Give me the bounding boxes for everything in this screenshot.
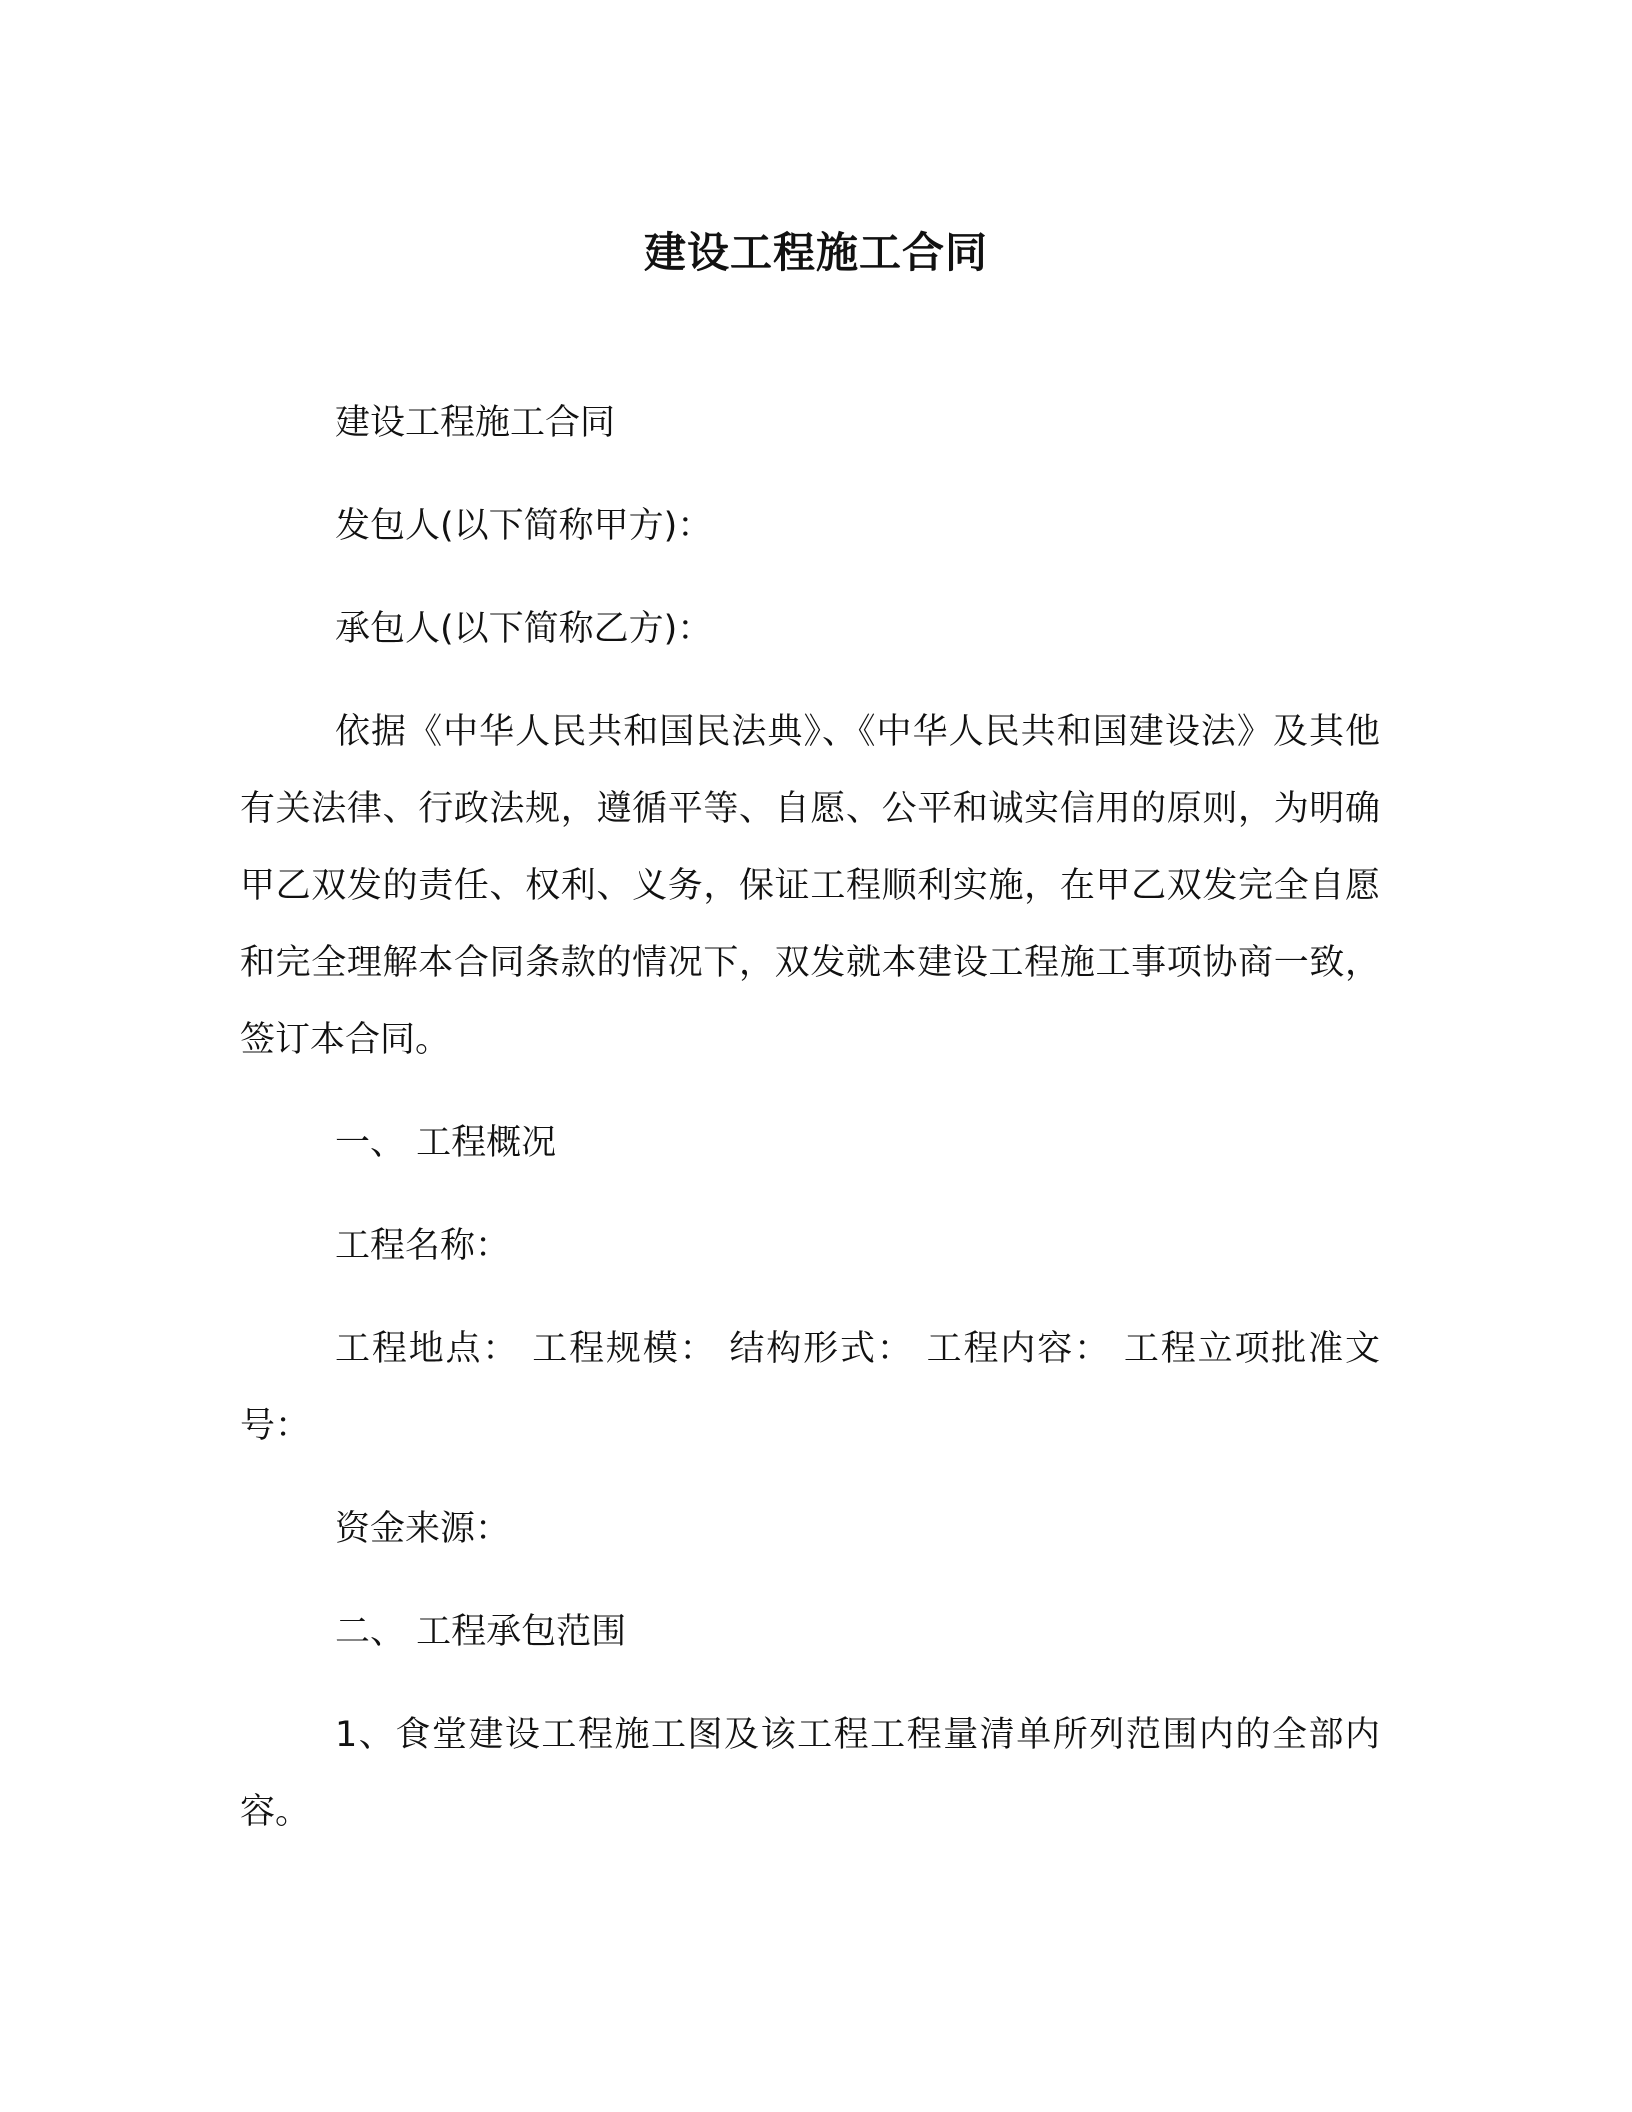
section-heading-project-overview: 一、 工程概况: [335, 1123, 557, 1163]
party-a-line: 发包人(以下简称甲方)：: [335, 506, 713, 546]
party-b-line: 承包人(以下简称乙方)：: [335, 609, 713, 649]
document-title: 建设工程施工合同: [643, 228, 988, 277]
document-body: [240, 385, 1380, 1877]
preamble-paragraph: 依据《中华人民共和国民法典》、《中华人民共和国建设法》及其他有关法律、行政法规，遵循平等、自愿、公平和诚实信用的原则，为明确甲乙双发的责任、权利、义务，保证工程顺利实施，在甲乙双发完全自愿和完全理解本合同条款的情况下，双发就本建设工程施工事项协商一致，签订本合同。: [240, 712, 1380, 1060]
scope-item-1: 1、食堂建设工程施工图及该工程工程量清单所列范围内的全部内容。: [240, 1715, 1380, 1832]
section-heading-scope: 二、 工程承包范围: [335, 1612, 627, 1652]
project-details-line: 工程地点： 工程规模： 结构形式： 工程内容： 工程立项批准文号：: [240, 1329, 1380, 1446]
funding-source-line: 资金来源：: [335, 1509, 511, 1549]
contract-subtitle: 建设工程施工合同: [335, 403, 616, 443]
project-name-line: 工程名称：: [335, 1226, 511, 1266]
